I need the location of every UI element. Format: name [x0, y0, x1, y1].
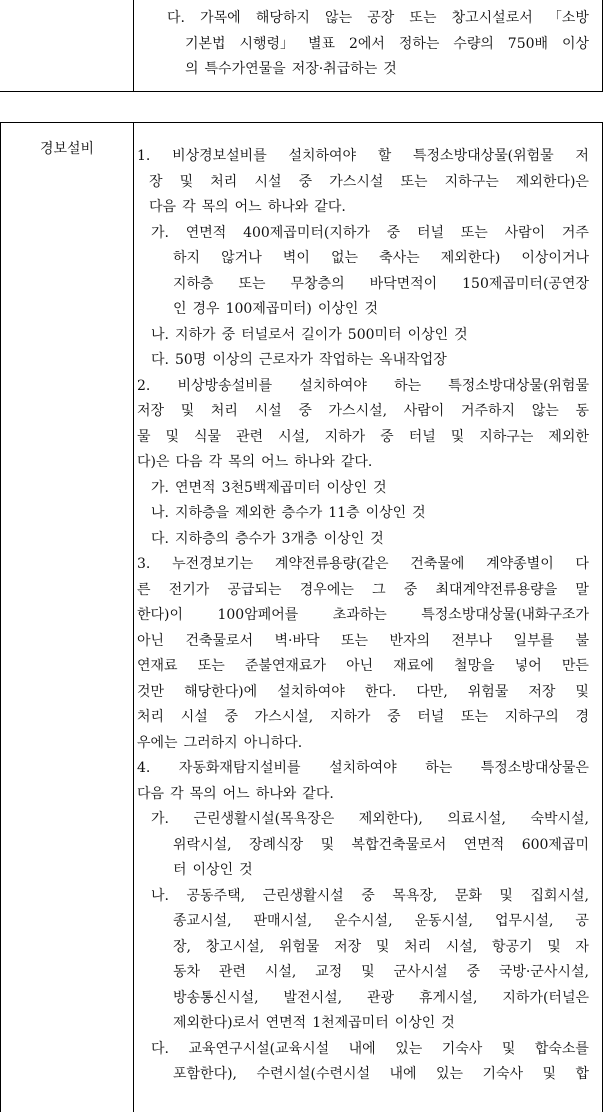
text-line: 제외한다)로서 연면적 1천제곱미터 이상인 것 — [173, 1015, 455, 1031]
text-line: 아닌 건축물로서 벽·바닥 또는 반자의 전부나 일부를 불 — [137, 632, 589, 649]
column-divider — [133, 0, 134, 92]
text-line: 장, 창고시설, 위험물 저장 및 처리 시설, 항공기 및 자 — [173, 938, 589, 955]
row-label: 경보설비 — [39, 141, 95, 157]
text-line: 의 특수가연물을 저장·취급하는 것 — [185, 61, 397, 77]
text-line: 위락시설, 장례식장 및 복합건축물로서 연면적 600제곱미 — [173, 836, 589, 853]
text-line: 장 및 처리 시설 중 가스시설 또는 지하구는 제외한다)은 — [149, 173, 589, 190]
text-line: 지하층 또는 무창층의 바닥면적이 150제곱미터(공연장 — [173, 275, 589, 292]
text-line: 가. 연면적 3천5백제곱미터 이상인 것 — [151, 479, 387, 496]
text-line: 인 경우 100제곱미터) 이상인 것 — [173, 301, 378, 317]
text-line: 다음 각 목의 어느 하나와 같다. — [137, 785, 334, 802]
text-line: 나. 지하층을 제외한 층수가 11층 이상인 것 — [151, 505, 426, 521]
text-line: 저장 및 처리 시설 중 가스시설, 사람이 거주하지 않는 동 — [137, 403, 589, 419]
text-line: 포함한다), 수련시설(수련시설 내에 있는 기숙사 및 합 — [173, 1066, 589, 1082]
main-section-text — [137, 144, 589, 1088]
text-line: 가. 연면적 400제곱미터(지하가 중 터널 또는 사람이 거주 — [151, 224, 589, 241]
text-line: 다. 교육연구시설(교육시설 내에 있는 기숙사 및 합숙소를 — [151, 1040, 589, 1057]
table-main — [0, 122, 603, 1112]
text-line: 것만 해당한다)에 설치하여야 한다. 다만, 위험물 저장 및 — [137, 683, 589, 700]
text-line: 나. 지하가 중 터널로서 길이가 500미터 이상인 것 — [151, 326, 468, 343]
text-line: 연재료 또는 준불연재료가 아닌 재료에 철망을 넣어 만든 — [137, 658, 589, 674]
table-top-border — [0, 122, 603, 123]
text-line: 다)은 다음 각 목의 어느 하나와 같다. — [137, 454, 373, 470]
text-line: 동차 관련 시설, 교정 및 군사시설 중 국방·군사시설, — [173, 964, 589, 980]
text-line: 하지 않거나 벽이 없는 축사는 제외한다) 이상이거나 — [173, 250, 589, 266]
table-left-border — [0, 122, 1, 1112]
table-bottom-border — [0, 91, 603, 92]
text-line: 3. 누전경보기는 계약전류용량(같은 건축물에 계약종별이 다 — [137, 556, 589, 572]
text-line: 2. 비상방송설비를 설치하여야 하는 특정소방대상물(위험물 — [137, 377, 589, 394]
column-divider — [133, 122, 134, 1112]
text-line: 른 전기가 공급되는 경우에는 그 중 최대계약전류용량을 말 — [137, 581, 589, 598]
text-line: 나. 공동주택, 근린생활시설 중 목욕장, 문화 및 집회시설, — [151, 887, 589, 904]
text-line: 다음 각 목의 어느 하나와 같다. — [149, 199, 346, 215]
top-section-text — [137, 6, 589, 83]
text-line: 가. 근린생활시설(목욕장은 제외한다), 의료시설, 숙박시설, — [151, 811, 589, 827]
text-line: 다. 가목에 해당하지 않는 공장 또는 창고시설로서 「소방 — [167, 10, 589, 26]
text-line: 물 및 식물 관련 시설, 지하가 중 터널 및 지하구는 제외한 — [137, 428, 589, 445]
table-top-fragment — [0, 0, 603, 92]
text-line: 종교시설, 판매시설, 운수시설, 운동시설, 업무시설, 공 — [173, 913, 589, 929]
text-line: 터 이상인 것 — [173, 862, 253, 878]
text-line: 기본법 시행령」 별표 2에서 정하는 수량의 750배 이상 — [185, 35, 589, 52]
text-line: 한다)이 100암페어를 초과하는 특정소방대상물(내화구조가 — [137, 607, 589, 623]
text-line: 다. 지하층의 층수가 3개층 이상인 것 — [151, 530, 384, 547]
text-line: 다. 50명 이상의 근로자가 작업하는 옥내작업장 — [151, 352, 447, 368]
text-line: 1. 비상경보설비를 설치하여야 할 특정소방대상물(위험물 저 — [137, 148, 589, 164]
text-line: 우에는 그러하지 아니하다. — [137, 734, 303, 751]
text-line: 4. 자동화재탐지설비를 설치하여야 하는 특정소방대상물은 — [137, 760, 589, 776]
text-line: 방송통신시설, 발전시설, 관광 휴게시설, 지하가(터널은 — [173, 989, 589, 1006]
text-line: 처리 시설 중 가스시설, 지하가 중 터널 또는 지하구의 경 — [137, 709, 589, 725]
